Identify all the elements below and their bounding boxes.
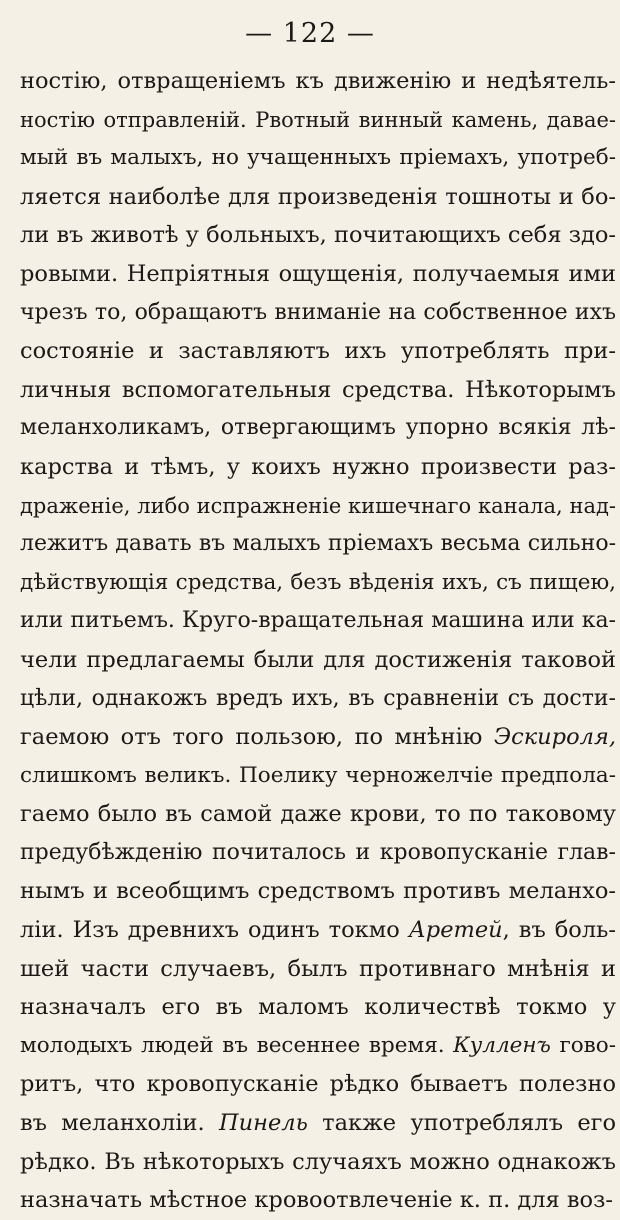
text-segment: меланхоликамъ, отвергающимъ упорно всякія лѣ- bbox=[20, 415, 616, 441]
text-line bbox=[20, 757, 616, 796]
text-segment: ли въ животѣ у больныхъ, почитающихъ себя здо- bbox=[20, 222, 616, 249]
text-segment: шей части случаевъ, былъ противнаго мнѣнія и bbox=[20, 955, 616, 982]
text-segment: ліи. Изъ древнихъ одинъ токмо bbox=[20, 917, 409, 944]
text-line bbox=[20, 718, 616, 757]
text-segment: гаемою отъ того пользою, по мнѣнію bbox=[20, 724, 494, 751]
text-line bbox=[20, 216, 616, 255]
text-line bbox=[20, 1104, 616, 1143]
text-line bbox=[20, 795, 616, 834]
text-segment: нымъ и всеобщимъ средствомъ противъ меланхо- bbox=[20, 878, 616, 905]
text-line bbox=[20, 487, 616, 526]
text-segment: ностію, отвращеніемъ къ движенію и недѣятель- bbox=[20, 68, 616, 94]
text-line bbox=[20, 641, 616, 680]
text-segment: назначать мѣстное кровоотвлеченіе к. п. для воз- bbox=[20, 1187, 613, 1214]
text-line bbox=[20, 911, 616, 950]
text-line bbox=[20, 178, 616, 217]
text-line bbox=[20, 834, 616, 873]
text-segment: чели предлагаемы были для достиженія таковой bbox=[20, 646, 616, 673]
text-line bbox=[20, 1181, 616, 1220]
text-line bbox=[20, 62, 616, 101]
text-segment: карства и тѣмъ, у коихъ нужно произвести раз- bbox=[20, 453, 616, 480]
text-line bbox=[20, 602, 616, 641]
italic-name: Эскироля, bbox=[493, 724, 616, 751]
text-segment: драженіе, либо испражненіе кишечнаго канала, над- bbox=[20, 493, 616, 518]
text-segment: предубѣжденію почиталось и кровопусканіе глав- bbox=[20, 839, 616, 865]
text-segment: рѣдко. Въ нѣкоторыхъ случаяхъ можно однакожъ bbox=[20, 1148, 616, 1175]
text-segment: назначалъ его въ маломъ количествѣ токмо у bbox=[20, 994, 616, 1021]
text-segment: , въ боль- bbox=[502, 917, 616, 944]
text-line bbox=[20, 950, 616, 989]
text-segment: ритъ, что кровопусканіе рѣдко бываетъ полезно bbox=[20, 1071, 616, 1098]
text-line bbox=[20, 872, 616, 911]
text-line bbox=[20, 409, 616, 448]
text-line bbox=[20, 988, 616, 1027]
italic-name: Пинель bbox=[219, 1110, 308, 1137]
text-segment: мый въ малыхъ, но учащенныхъ пріемахъ, употреб- bbox=[20, 145, 616, 171]
text-line bbox=[20, 680, 616, 719]
page-number: — 122 — bbox=[245, 18, 375, 49]
italic-name: Кулленъ bbox=[453, 1032, 551, 1058]
text-line bbox=[20, 371, 616, 410]
text-line bbox=[20, 1065, 616, 1104]
text-segment: или питьемъ. Круго-вращательная машина или ка- bbox=[20, 608, 616, 634]
text-segment: въ меланхоліи. bbox=[20, 1110, 220, 1137]
body-text bbox=[20, 62, 616, 1220]
text-line bbox=[20, 294, 616, 333]
text-line bbox=[20, 448, 616, 487]
text-line bbox=[20, 1143, 616, 1182]
text-segment: ровыми. Непріятныя ощущенія, получаемыя ими bbox=[20, 260, 616, 287]
text-segment: ляется наиболѣе для произведенія тошноты и бо- bbox=[20, 183, 616, 210]
text-segment: также употреблялъ его bbox=[307, 1110, 616, 1137]
text-segment: чрезъ то, обращаютъ вниманіе на собственное ихъ bbox=[20, 299, 616, 325]
text-line bbox=[20, 101, 616, 140]
text-line bbox=[20, 332, 616, 371]
text-segment: личныя вспомогательныя средства. Нѣкоторымъ bbox=[20, 376, 616, 403]
text-line bbox=[20, 564, 616, 603]
text-segment: лежитъ давать въ малыхъ пріемахъ весьма сильно- bbox=[20, 531, 616, 557]
text-segment: дѣйствующія средства, безъ вѣденія ихъ, съ пищею, bbox=[20, 569, 616, 595]
text-segment: состояніе и заставляютъ ихъ употреблять при- bbox=[20, 338, 616, 365]
text-segment: гово- bbox=[550, 1032, 616, 1058]
text-segment: гаемо было въ самой даже крови, то по таковому bbox=[20, 801, 616, 828]
text-segment: цѣли, однакожъ вредъ ихъ, въ сравненіи съ дости- bbox=[20, 685, 616, 711]
text-line bbox=[20, 255, 616, 294]
text-segment: ностію отправленій. Рвотный винный камень, давае- bbox=[20, 107, 616, 132]
text-line bbox=[20, 525, 616, 564]
italic-name: Аретей bbox=[408, 917, 503, 944]
text-segment: молодыхъ людей въ весеннее время. bbox=[20, 1032, 454, 1058]
text-line bbox=[20, 1027, 616, 1066]
text-segment: слишкомъ великъ. Поелику черножелчіе предпола- bbox=[20, 762, 616, 788]
text-line bbox=[20, 139, 616, 178]
